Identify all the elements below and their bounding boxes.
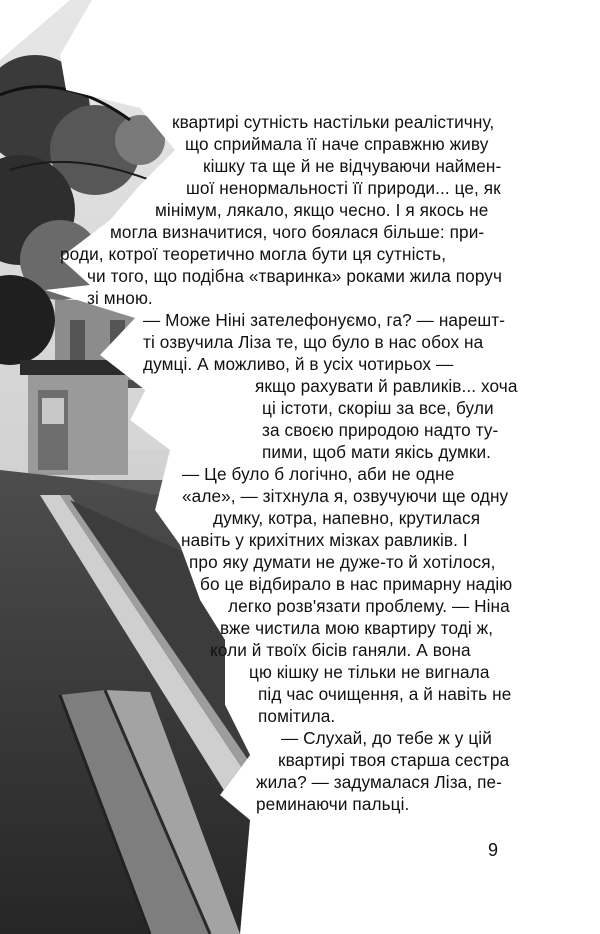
page-number: 9 xyxy=(488,840,499,860)
text-line: думці. А можливо, й в усіх чотирьох — xyxy=(143,354,454,374)
text-line: реминаючи пальці. xyxy=(256,794,410,814)
text-line: помітила. xyxy=(258,706,336,726)
text-line: під час очищення, а й навіть не xyxy=(258,684,512,704)
text-line: легко розв'язати проблему. — Ніна xyxy=(228,596,510,616)
text-line: мінімум, лякало, якщо чесно. І я якось не xyxy=(155,200,489,220)
text-line: роди, котрої теоретично могла бути ця сутність, xyxy=(60,244,447,264)
text-line: про яку думати не дуже-то й хотілося, xyxy=(189,552,496,572)
text-line: — Це було б логічно, аби не одне xyxy=(182,464,455,484)
text-line: чи того, що подібна «тваринка» роками жила поруч xyxy=(87,266,503,286)
text-line: що сприймала її наче справжню живу xyxy=(185,134,489,154)
text-line: цю кішку не тільки не вигнала xyxy=(249,662,490,682)
text-line: ці істоти, скоріш за все, були xyxy=(262,398,494,418)
text-line: — Слухай, до тебе ж у цій xyxy=(281,728,492,748)
text-line: шої ненормальності її природи... це, як xyxy=(186,178,501,198)
text-line: «але», — зітхнула я, озвучуючи ще одну xyxy=(182,486,509,506)
text-line: кішку та ще й не відчуваючи наймен- xyxy=(203,156,502,176)
text-line: навіть у крихітних мізках равликів. І xyxy=(181,530,468,550)
text-line: квартирі сутність настільки реалістичну, xyxy=(172,112,495,132)
text-line: за своєю природою надто ту- xyxy=(262,420,499,440)
text-line: вже чистила мою квартиру тоді ж, xyxy=(220,618,494,638)
text-line: — Може Ніні зателефонуємо, га? — нарешт- xyxy=(143,310,506,330)
text-line: ті озвучила Ліза те, що було в нас обох на xyxy=(143,332,484,352)
text-line: якщо рахувати й равликів... хоча xyxy=(255,376,518,396)
text-line: думку, котра, напевно, крутилася xyxy=(213,508,481,528)
text-line: бо це відбирало в нас примарну надію xyxy=(200,574,513,594)
text-line: жила? — задумалася Ліза, пе- xyxy=(256,772,502,792)
text-line: коли й твоїх бісів ганяли. А вона xyxy=(210,640,471,660)
text-line: пими, щоб мати якісь думки. xyxy=(262,442,492,462)
text-line: квартирі твоя старша сестра xyxy=(278,750,510,770)
text-line: могла визначитися, чого боялася більше: при- xyxy=(110,222,485,242)
text-line: зі мною. xyxy=(87,288,153,308)
